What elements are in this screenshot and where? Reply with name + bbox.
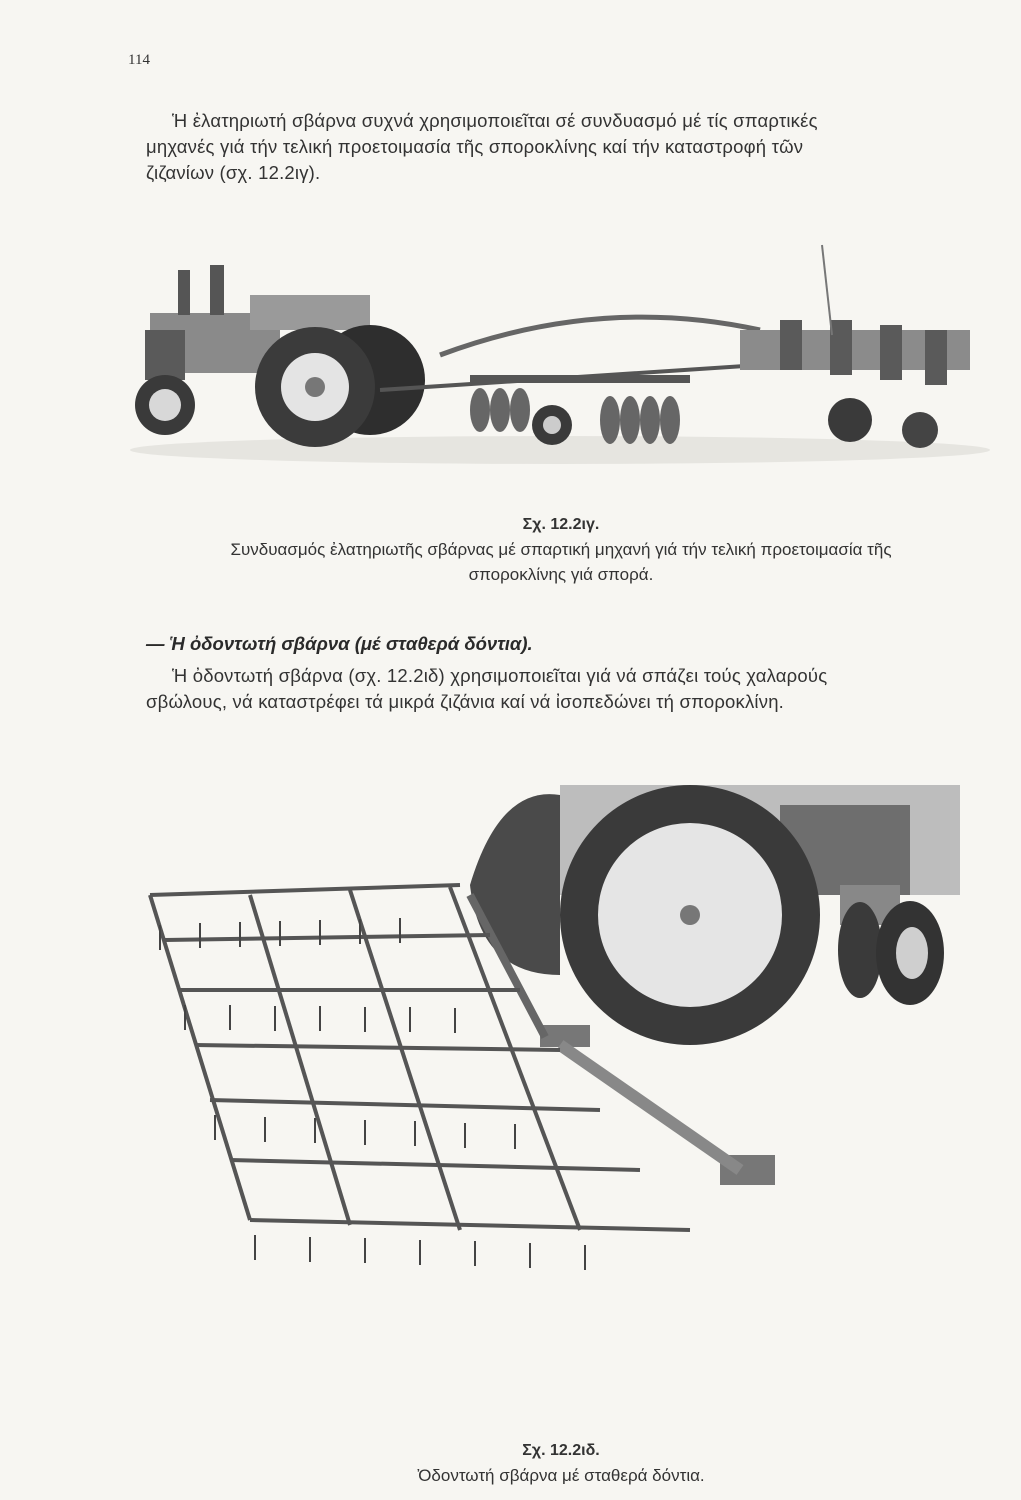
figure-caption-12-2-iota-gamma [146, 512, 976, 587]
caption-line: Ὀδοντωτή σβάρνα μέ σταθερά δόντια. [417, 1466, 705, 1485]
section-heading: — Ἡ ὀδοντωτή σβάρνα (μέ σταθερά δόντια). [146, 633, 533, 654]
tooth-harrow-illustration [0, 775, 1021, 1335]
caption-line: σποροκλίνης γιά σπορά. [468, 565, 654, 584]
paragraph-spring-harrow [146, 108, 976, 186]
paragraph-line: Ἡ ἐλατηριωτή σβάρνα συχνά χρησιμοποιεῖται σέ συνδυασμό μέ τίς σπαρτικές [172, 110, 818, 131]
paragraph-line: Ἡ ὀδοντωτή σβάρνα (σχ. 12.2ιδ) χρησιμοποιεῖται γιά νά σπάζει τούς χαλαρούς [172, 665, 828, 686]
figure-number: Σχ. 12.2ιδ. [522, 1442, 600, 1459]
tractor-seeder-illustration [0, 235, 1021, 480]
paragraph-line: σβώλους, νά καταστρέφει τά μικρά ζιζάνια καί νά ἰσοπεδώνει τή σποροκλίνη. [146, 691, 785, 712]
paragraph-line: μηχανές γιά τήν τελική προετοιμασία τῆς σποροκλίνης καί τήν καταστροφή τῶν [146, 136, 804, 157]
paragraph-tooth-harrow [146, 663, 976, 715]
caption-line: Συνδυασμός ἐλατηριωτῆς σβάρνας μέ σπαρτική μηχανή γιά τήν τελική προετοιμασία τῆς [230, 540, 892, 559]
figure-tractor-seeder-combination [0, 235, 1021, 480]
figure-caption-12-2-iota-delta [146, 1438, 976, 1488]
tractor-body [470, 785, 960, 1045]
page-number: 114 [128, 52, 150, 68]
figure-tooth-harrow [0, 775, 1021, 1335]
figure-number: Σχ. 12.2ιγ. [522, 516, 600, 533]
paragraph-line: ζιζανίων (σχ. 12.2ιγ). [146, 162, 321, 183]
